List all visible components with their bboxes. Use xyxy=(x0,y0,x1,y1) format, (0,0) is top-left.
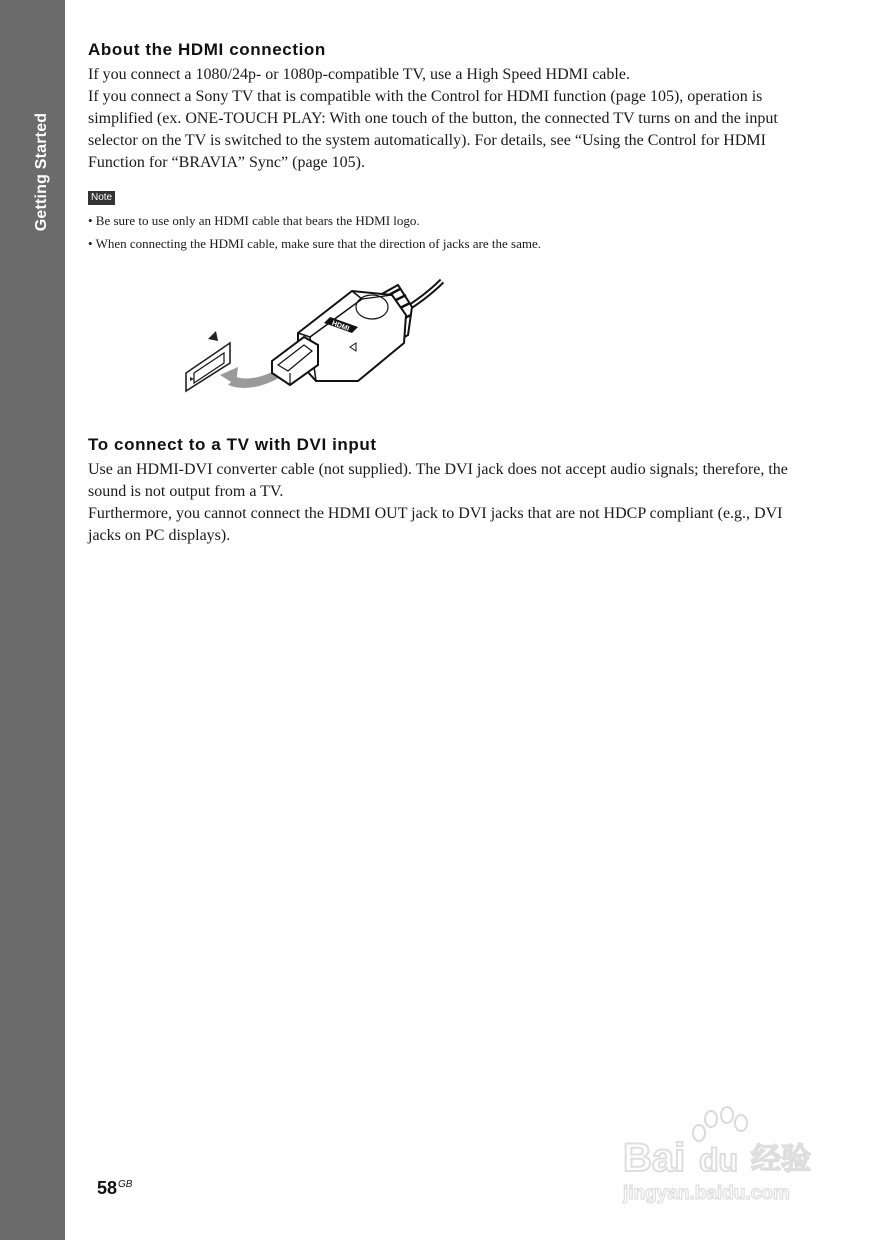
section-heading-dvi: To connect to a TV with DVI input xyxy=(88,435,377,454)
paragraph-hdcp: Furthermore, you cannot connect the HDMI OUT jack to DVI jacks that are not HDCP compliant (e.g., DVI jacks on PC displays). xyxy=(88,505,783,544)
paragraph-control-for-hdmi: If you connect a Sony TV that is compatible with the Control for HDMI function (page 105), operation is simplified (ex. ONE-TOUCH PLAY: With one touch of the button, the connected TV turns on and the input selector on the TV is switched to the system automatically). For details, see “Using the Control for HDMI Function for “BRAVIA” Sync” (page 105). xyxy=(88,88,778,171)
hdmi-illustration xyxy=(180,273,450,408)
hdmi-jack-icon xyxy=(186,331,230,391)
svg-text:jingyan.baidu.com: jingyan.baidu.com xyxy=(623,1183,790,1204)
note-item: • Be sure to use only an HDMI cable that bears the HDMI logo. xyxy=(88,213,420,228)
hdmi-logo-text: HDMI xyxy=(330,320,351,333)
svg-text:Bai: Bai xyxy=(623,1136,686,1180)
section-tab-label: Getting Started xyxy=(33,112,50,232)
baidu-watermark-logo xyxy=(615,1105,835,1205)
paragraph-hdmi-cable: If you connect a 1080/24p- or 1080p-compatible TV, use a High Speed HDMI cable. xyxy=(88,66,630,83)
hdmi-connection-section xyxy=(88,40,818,174)
hdmi-plug-icon xyxy=(272,281,442,385)
page-number-value: 58 xyxy=(97,1178,118,1198)
svg-text:经验: 经验 xyxy=(751,1142,811,1177)
note-badge: Note xyxy=(88,191,115,205)
page-content xyxy=(88,40,818,547)
note-list xyxy=(88,209,818,255)
side-tab-bar xyxy=(0,0,65,1240)
page-number xyxy=(97,1178,132,1199)
section-heading-hdmi: About the HDMI connection xyxy=(88,40,326,59)
dvi-connection-section xyxy=(88,435,818,547)
note-item: • When connecting the HDMI cable, make sure that the direction of jacks are the same. xyxy=(88,236,542,251)
note-block xyxy=(88,174,818,255)
page-number-suffix: GB xyxy=(118,1179,133,1190)
hdmi-connection-figure xyxy=(88,273,818,423)
svg-text:du: du xyxy=(699,1142,739,1178)
paragraph-dvi-converter: Use an HDMI-DVI converter cable (not supplied). The DVI jack does not accept audio signals; therefore, the sound is not output from a TV. xyxy=(88,461,788,500)
